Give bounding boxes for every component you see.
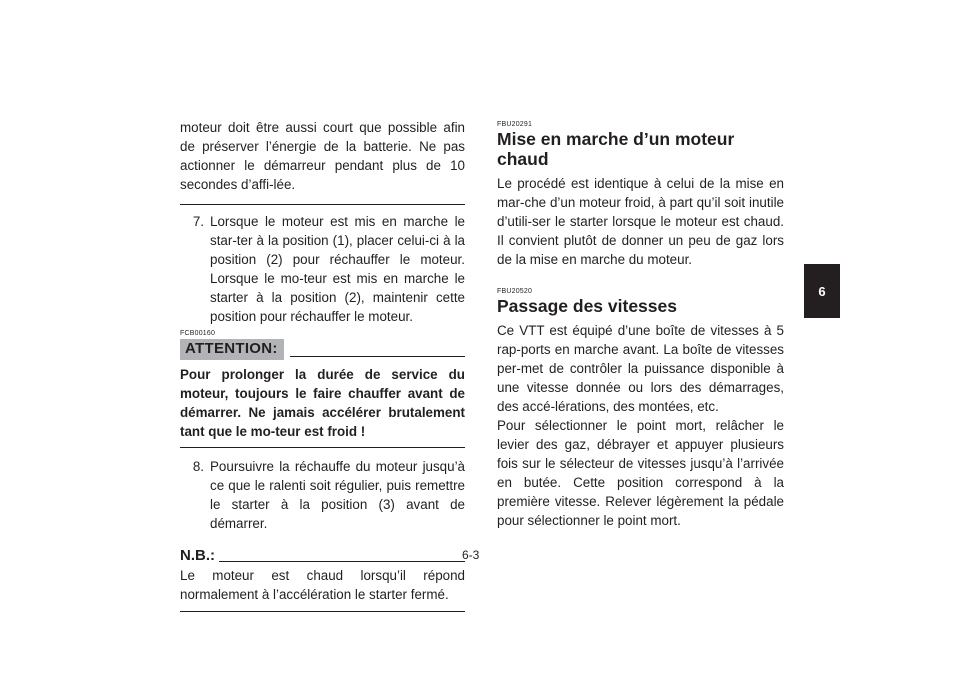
chapter-tab: 6 [804,264,840,318]
divider [180,447,465,448]
note-label: N.B.: [180,547,215,564]
attention-code: FCB00160 [180,330,216,337]
intro-paragraph: moteur doit être aussi court que possible afin de préserver l’énergie de la batterie. Ne pas actionner le démarreur pendant plus de 10 secondes d’affi-lée. [180,120,465,192]
section-title: Passage des vitesses [497,296,677,316]
attention-text: Pour prolonger la durée de service du moteur, toujours le faire chauffer avant de démarrer. Ne jamais accélérer brutalement tant que le mo-teur est froid ! [180,367,465,439]
attention-rule [290,356,465,357]
step-8 [180,457,465,533]
step-7 [180,212,465,326]
right-column [497,118,784,530]
section-title: Mise en marche d’un moteur chaud [497,129,735,169]
page-number: 6-3 [462,548,480,562]
section-code: FBU20520 [497,288,533,295]
step-text: Lorsque le moteur est mis en marche le star-ter à la position (1), placer celui-ci à la position (2) pour réchauffer le moteur. Lorsque le mo-teur est mis en marche le starter à la position (2), maintenir cette position pour réchauffer le moteur. [210,214,465,324]
divider [180,611,465,612]
section-text: Le procédé est identique à celui de la mise en mar-che d’un moteur froid, à part qu’il soit inutile d’utili-ser le starter lorsque le moteur est chaud. Il convient plutôt de donner un peu de gaz lors de la mise en marche du moteur. [497,176,784,267]
step-text: Poursuivre la réchauffe du moteur jusqu’à ce que le ralenti soit régulier, puis remettre le starter à la position (3) avant de démarrer. [210,459,465,531]
note-text: Le moteur est chaud lorsqu’il répond normalement à l’accélération le starter fermé. [180,568,465,602]
attention-label: ATTENTION: [180,339,284,360]
section-text: Pour sélectionner le point mort, relâcher le levier des gaz, débrayer et appuyer plusieurs fois sur le sélecteur de vitesses jusqu’à l’arrivée en butée. Cette position correspond à la première vitesse. Relever légèrement la pédale pour sélectionner le point mort. [497,418,784,528]
section-code: FBU20291 [497,121,533,128]
section-text: Ce VTT est équipé d’une boîte de vitesses à 5 rap-ports en marche avant. La boîte de vitesses per-met de contrôler la puissance disponible à une vitesse donnée ou lors des démarrages, des accé-lérations, des montées, etc. [497,323,784,414]
step-number: 7. [192,214,204,229]
step-number: 8. [192,459,204,474]
attention-header [180,339,465,360]
note-rule [219,561,465,562]
note-header [180,547,465,565]
divider [180,204,465,205]
left-column [180,118,465,612]
